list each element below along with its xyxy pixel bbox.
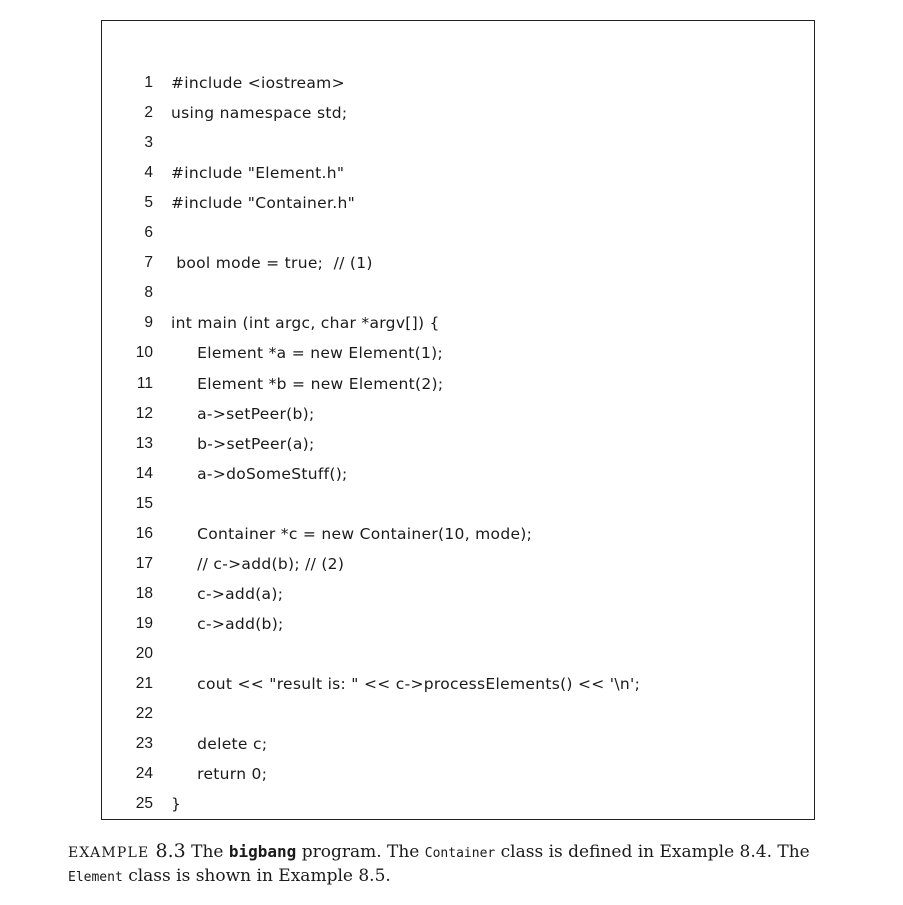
code-line [102,248,814,278]
line-number: 9 [144,314,153,332]
line-number: 8 [144,284,153,302]
code-line [102,789,814,819]
code-text: Element *b = new Element(2); [171,374,444,393]
code-text: #include "Element.h" [171,164,345,183]
code-line [102,669,814,699]
line-number: 21 [135,675,153,692]
line-number: 19 [135,614,153,632]
code-line [102,68,814,98]
code-text: Container *c = new Container(10, mode); [171,524,533,543]
code-line [102,429,814,459]
line-number: 7 [144,254,153,272]
line-number: 5 [144,194,153,212]
example-caption [68,840,858,889]
line-number: 25 [135,795,153,813]
code-line [102,399,814,429]
caption-container-class: Container [424,846,496,861]
line-number: 1 [144,74,153,91]
code-text: using namespace std; [171,104,348,123]
code-line [102,369,814,399]
code-text: a->setPeer(b); [171,404,315,423]
code-line [102,759,814,789]
code-text: // c->add(b); // (2) [171,554,345,573]
line-number: 3 [144,134,153,152]
caption-number: 8.3 [155,840,186,862]
code-text: return 0; [171,765,268,784]
line-number: 16 [135,524,153,542]
code-text: #include "Container.h" [171,194,356,213]
code-line [102,549,814,579]
code-line [102,519,814,549]
line-number: 22 [135,705,153,723]
line-number: 4 [144,164,153,182]
code-text: cout << "result is: " << c->processElements() << '\n'; [171,675,641,693]
line-number: 13 [135,434,153,452]
code-line [102,158,814,188]
code-text: c->add(b); [171,614,284,633]
code-text: } [171,795,182,814]
caption-text: The [185,842,229,862]
line-number: 12 [135,404,153,422]
caption-label: EXAMPLE [68,845,150,861]
code-text: int main (int argc, char *argv[]) { [171,314,440,333]
code-text: Element *a = new Element(1); [171,344,444,363]
line-number: 6 [144,224,153,242]
caption-element-class: Element [68,870,123,885]
code-line [102,128,814,158]
code-text: a->doSomeStuff(); [171,464,348,483]
line-number: 18 [135,584,153,602]
caption-program-name: bigbang [228,842,297,861]
code-text: b->setPeer(a); [171,434,315,453]
code-line [102,699,814,729]
code-text: c->add(a); [171,584,284,603]
code-listing [101,20,815,820]
code-line [102,579,814,609]
line-number: 23 [135,735,153,753]
line-number: 2 [144,104,153,122]
code-line [102,459,814,489]
code-line [102,188,814,218]
line-number: 10 [135,344,153,362]
code-line [102,489,814,519]
line-number: 20 [135,644,153,662]
caption-text: class is defined in Example 8.4. The [495,842,810,862]
code-line [102,308,814,338]
line-number: 17 [135,554,153,572]
code-line [102,729,814,759]
caption-text: class is shown in Example 8.5. [122,866,391,886]
line-number: 15 [135,494,153,512]
code-text: bool mode = true; // (1) [171,254,373,273]
code-line [102,278,814,308]
line-number: 14 [135,464,153,482]
code-line [102,98,814,128]
code-line [102,338,814,368]
line-number: 11 [136,374,153,392]
code-line [102,218,814,248]
code-line [102,609,814,639]
code-line [102,639,814,669]
code-text: #include <iostream> [171,74,345,92]
line-number: 24 [135,765,153,783]
code-text: delete c; [171,735,268,754]
caption-text: program. The [296,842,425,862]
